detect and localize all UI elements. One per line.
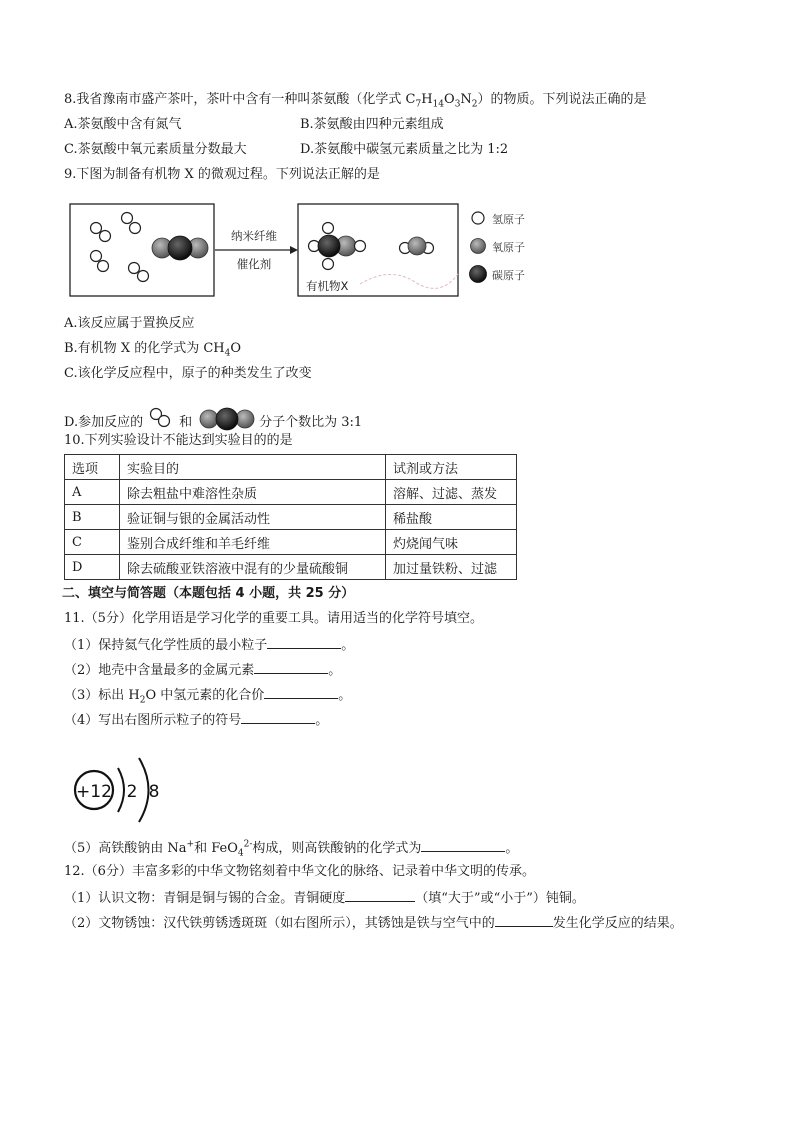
q11-stem: 11.（5分）化学用语是学习化学的重要工具。请用适当的化学符号填空。 bbox=[64, 611, 483, 626]
answer-blank[interactable] bbox=[264, 685, 338, 699]
answer-blank[interactable] bbox=[345, 888, 415, 902]
q11-part-1: （1）保持氦气化学性质的最小粒子 。 bbox=[64, 635, 354, 655]
q9-option-d: D.参加反应的 和 分子个数比为 3:1 bbox=[64, 406, 362, 432]
q9-option-a: A.该反应属于置换反应 bbox=[64, 316, 195, 331]
q9-option-c: C.该化学反应程中，原子的种类发生了改变 bbox=[64, 366, 312, 381]
q12-part-1: （1）认识文物：青铜是铜与锡的合金。青铜硬度 （填“大于”或“小于”）钝铜。 bbox=[64, 888, 585, 908]
table-cell: B bbox=[65, 505, 120, 530]
answer-blank[interactable] bbox=[267, 635, 341, 649]
water-molecule bbox=[400, 237, 434, 255]
table-cell: 加过量铁粉、过滤 bbox=[386, 555, 517, 580]
q9-stem: 9.下图为制备有机物 X 的微观过程。下列说法正解的是 bbox=[64, 167, 380, 182]
shell-1-electrons: 2 bbox=[126, 782, 138, 802]
table-header: 选项 bbox=[65, 455, 120, 480]
table-cell: 鉴别合成纤维和羊毛纤维 bbox=[120, 530, 386, 555]
oxygen-atom-legend-icon bbox=[471, 239, 486, 254]
table-cell: 溶解、过滤、蒸发 bbox=[386, 480, 517, 505]
catalyst-label-2: 催化剂 bbox=[236, 257, 272, 271]
table-cell: 除去硫酸亚铁溶液中混有的少量硫酸铜 bbox=[120, 555, 386, 580]
q8-option-b: B.茶氨酸由四种元素组成 bbox=[300, 117, 444, 132]
q8-option-a: A.茶氨酸中含有氮气 bbox=[64, 117, 182, 132]
legend-carbon: 碳原子 bbox=[492, 269, 525, 282]
q9-option-b: B.有机物 X 的化学式为 $CH_4O$ bbox=[64, 341, 242, 359]
table-header: 试剂或方法 bbox=[386, 455, 517, 480]
shell-2-electrons: 8 bbox=[148, 782, 160, 802]
catalyst-label-1: 纳米纤维 bbox=[231, 229, 277, 243]
table-cell: 除去粗盐中难溶性杂质 bbox=[120, 480, 386, 505]
q12-part-2: （2）文物锈蚀：汉代铁剪锈透斑斑（如右图所示），其锈蚀是铁与空气中的 发生化学反应的结果。 bbox=[64, 913, 683, 933]
product-x-molecule bbox=[309, 223, 366, 270]
section-title: 二、填空与简答题（本题包括 4 小题，共 25 分） bbox=[62, 586, 355, 601]
electron-shell-2 bbox=[139, 758, 149, 822]
q11-part-5: （5）高铁酸钠由 Na+和 FeO$_4^{2-}$构成，则高铁酸钠的化学式为 。 bbox=[64, 839, 519, 859]
q8-stem: 8.我省豫南市盛产茶叶，茶叶中含有一种叫茶氨酸（化学式 $C_7H_{14}O_3N_2$）的物质。下列说法正确的是 bbox=[64, 92, 647, 110]
q11-part-3: （3）标出 $H_2O$ 中氢元素的化合价 。 bbox=[64, 685, 351, 705]
q12-stem: 12.（6分）丰富多彩的中华文物铭刻着中华文化的脉络、记录着中华文明的传承。 bbox=[64, 864, 535, 879]
q11-part-2: （2）地壳中含量最多的金属元素 。 bbox=[64, 660, 341, 680]
q11-part-4: （4）写出右图所示粒子的符号 。 bbox=[64, 710, 328, 730]
table-header: 实验目的 bbox=[120, 455, 386, 480]
table-cell: 灼烧闻气味 bbox=[386, 530, 517, 555]
legend-oxygen: 氧原子 bbox=[492, 241, 525, 254]
table-row bbox=[65, 505, 517, 530]
atomic-structure-diagram bbox=[66, 752, 176, 832]
carbon-dioxide-molecule-icon bbox=[195, 407, 259, 431]
table-row bbox=[65, 555, 517, 580]
table-cell: 验证铜与银的金属活动性 bbox=[120, 505, 386, 530]
carbon-dioxide-molecule bbox=[152, 236, 208, 260]
legend-hydrogen: 氢原子 bbox=[492, 213, 525, 226]
q10-stem: 10.下列实验设计不能达到实验目的的是 bbox=[64, 433, 293, 448]
nucleus-charge: +12 bbox=[76, 782, 112, 802]
table-row bbox=[65, 530, 517, 555]
carbon-atom-legend-icon bbox=[470, 266, 487, 283]
hydrogen-atom-legend-icon bbox=[472, 212, 484, 224]
watermark-scribble bbox=[360, 274, 458, 288]
electron-shell-1 bbox=[118, 768, 124, 812]
table-cell: A bbox=[65, 480, 120, 505]
table-cell: D bbox=[65, 555, 120, 580]
q8-option-d: D.茶氨酸中碳氢元素质量之比为 1:2 bbox=[300, 142, 509, 157]
table-header-row bbox=[65, 455, 517, 480]
experiment-table bbox=[64, 454, 517, 580]
hydrogen-molecules bbox=[91, 213, 149, 282]
table-row bbox=[65, 480, 517, 505]
q8-option-c: C.茶氨酸中氧元素质量分数最大 bbox=[64, 142, 247, 157]
reaction-diagram bbox=[60, 196, 560, 304]
table-cell: C bbox=[65, 530, 120, 555]
table-cell: 稀盐酸 bbox=[386, 505, 517, 530]
arrow-head-icon bbox=[290, 246, 298, 254]
answer-blank[interactable] bbox=[241, 710, 315, 724]
product-label: 有机物X bbox=[306, 279, 349, 293]
answer-blank[interactable] bbox=[421, 838, 505, 852]
hydrogen-molecule-icon bbox=[143, 406, 179, 430]
answer-blank[interactable] bbox=[254, 660, 328, 674]
answer-blank[interactable] bbox=[495, 913, 553, 927]
